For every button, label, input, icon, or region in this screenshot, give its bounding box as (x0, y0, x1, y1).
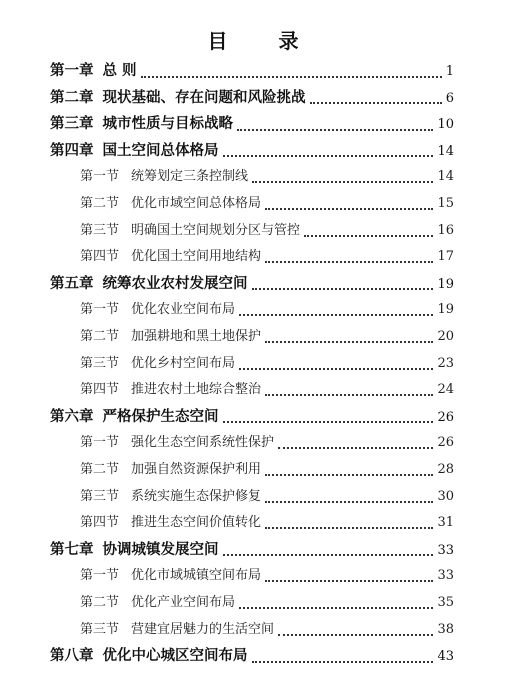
toc-section-entry[interactable] (80, 434, 454, 452)
section-title: 优化国土空间用地结构 (131, 249, 262, 265)
toc-section-entry[interactable] (80, 514, 454, 532)
dot-leader (265, 527, 433, 529)
toc-chapter-entry[interactable] (50, 89, 454, 108)
chapter-number: 第二章 (50, 88, 94, 106)
dot-leader (237, 129, 433, 131)
section-title: 强化生态空间系统性保护 (131, 435, 275, 451)
section-number: 第三节 (80, 488, 120, 504)
section-title: 明确国土空间规划分区与管控 (131, 222, 301, 238)
chapter-title: 现状基础、存在问题和风险挑战 (102, 88, 306, 106)
page-number: 43 (437, 649, 454, 665)
dot-leader (265, 580, 433, 582)
dot-leader (223, 155, 434, 157)
dot-leader (265, 208, 433, 210)
section-number: 第三节 (80, 222, 120, 238)
toc-chapter-entry[interactable] (50, 408, 454, 427)
toc-chapter-entry[interactable] (50, 541, 454, 560)
page-number: 38 (437, 621, 454, 637)
toc-section-entry[interactable] (80, 195, 454, 213)
page-number: 10 (437, 117, 454, 133)
toc-section-entry[interactable] (80, 248, 454, 266)
dot-leader (252, 288, 434, 290)
dot-leader (252, 661, 434, 663)
page-number: 24 (437, 382, 454, 398)
toc-section-entry[interactable] (80, 328, 454, 346)
toc-section-entry[interactable] (80, 488, 454, 506)
section-number: 第二节 (80, 595, 120, 610)
section-title: 优化农业空间布局 (131, 302, 236, 318)
section-number: 第一节 (80, 568, 120, 584)
page-number: 15 (437, 196, 454, 211)
dot-leader (141, 76, 442, 78)
toc-section-entry[interactable] (80, 594, 454, 612)
chapter-number: 第五章 (50, 274, 94, 292)
page-number: 33 (437, 542, 454, 558)
toc-section-entry[interactable] (80, 168, 454, 186)
page-number: 26 (437, 435, 454, 451)
page-number: 28 (437, 462, 454, 477)
page-number: 31 (437, 515, 454, 531)
section-number: 第四节 (80, 515, 120, 531)
section-title: 优化产业空间布局 (131, 595, 236, 610)
section-title: 加强自然资源保护利用 (131, 462, 262, 477)
page-number: 35 (437, 595, 454, 610)
section-number: 第二节 (80, 462, 120, 477)
section-title: 推进农村土地综合整治 (131, 382, 262, 398)
section-title: 优化市域城镇空间布局 (131, 568, 262, 584)
section-number: 第二节 (80, 196, 120, 211)
dot-leader (239, 314, 433, 316)
dot-leader (265, 501, 433, 503)
toc-section-entry[interactable] (80, 222, 454, 240)
page-number: 26 (437, 409, 454, 425)
dot-leader (304, 235, 433, 237)
section-number: 第三节 (80, 621, 120, 637)
toc-section-entry[interactable] (80, 381, 454, 399)
section-title: 营建宜居魅力的生活空间 (131, 621, 275, 637)
dot-leader (265, 394, 433, 396)
toc-chapter-entry[interactable] (50, 115, 454, 134)
chapter-number: 第四章 (50, 141, 94, 159)
chapter-title: 国土空间总体格局 (102, 141, 219, 159)
section-number: 第三节 (80, 355, 120, 371)
page-number: 19 (437, 302, 454, 318)
chapter-number: 第七章 (50, 540, 94, 558)
toc-section-entry[interactable] (80, 461, 454, 479)
section-title: 优化市域空间总体格局 (131, 196, 262, 211)
chapter-number: 第八章 (50, 647, 94, 665)
section-number: 第四节 (80, 249, 120, 265)
page-number: 14 (437, 143, 454, 159)
dot-leader (265, 474, 433, 476)
dot-leader (265, 341, 433, 343)
page-number: 33 (437, 568, 454, 584)
dot-leader (223, 554, 434, 556)
dot-leader (310, 102, 442, 104)
page-number: 20 (437, 329, 454, 344)
section-title: 统筹划定三条控制线 (131, 169, 249, 185)
section-number: 第一节 (80, 302, 120, 318)
chapter-number: 第三章 (50, 115, 94, 133)
chapter-title: 严格保护生态空间 (102, 407, 219, 425)
toc-chapter-entry[interactable] (50, 275, 454, 294)
dot-leader (239, 607, 433, 609)
dot-leader (278, 634, 433, 636)
chapter-number: 第一章 (50, 62, 94, 79)
dot-leader (252, 181, 433, 183)
toc-chapter-entry[interactable] (50, 62, 454, 81)
page-number: 14 (437, 169, 454, 185)
page-number: 6 (445, 90, 454, 106)
toc-section-entry[interactable] (80, 301, 454, 319)
section-number: 第一节 (80, 169, 120, 185)
page-number: 23 (437, 355, 454, 371)
section-title: 系统实施生态保护修复 (131, 488, 262, 504)
toc-title: 目 录 (207, 29, 321, 53)
section-title: 推进生态空间价值转化 (131, 515, 262, 531)
chapter-title: 总 则 (102, 62, 137, 79)
page-number: 16 (437, 222, 454, 238)
section-number: 第一节 (80, 435, 120, 451)
section-number: 第四节 (80, 382, 120, 398)
page-number: 17 (437, 249, 454, 265)
toc-section-entry[interactable] (80, 355, 454, 373)
chapter-title: 城市性质与目标战略 (102, 115, 233, 133)
toc-section-entry[interactable] (80, 567, 454, 585)
dot-leader (265, 261, 433, 263)
toc-chapter-entry[interactable] (50, 142, 454, 161)
chapter-title: 统筹农业农村发展空间 (102, 274, 248, 292)
section-title: 优化乡村空间布局 (131, 355, 236, 371)
section-title: 加强耕地和黑土地保护 (131, 329, 262, 344)
toc-chapter-entry[interactable] (50, 647, 454, 666)
page-number: 30 (437, 488, 454, 504)
chapter-number: 第六章 (50, 407, 94, 425)
toc-section-entry[interactable] (80, 621, 454, 639)
dot-leader (223, 421, 434, 423)
dot-leader (278, 447, 433, 449)
page-number: 19 (437, 276, 454, 292)
chapter-title: 优化中心城区空间布局 (102, 647, 248, 665)
dot-leader (239, 368, 433, 370)
page-number: 1 (445, 64, 454, 79)
section-number: 第二节 (80, 329, 120, 344)
chapter-title: 协调城镇发展空间 (102, 540, 219, 558)
